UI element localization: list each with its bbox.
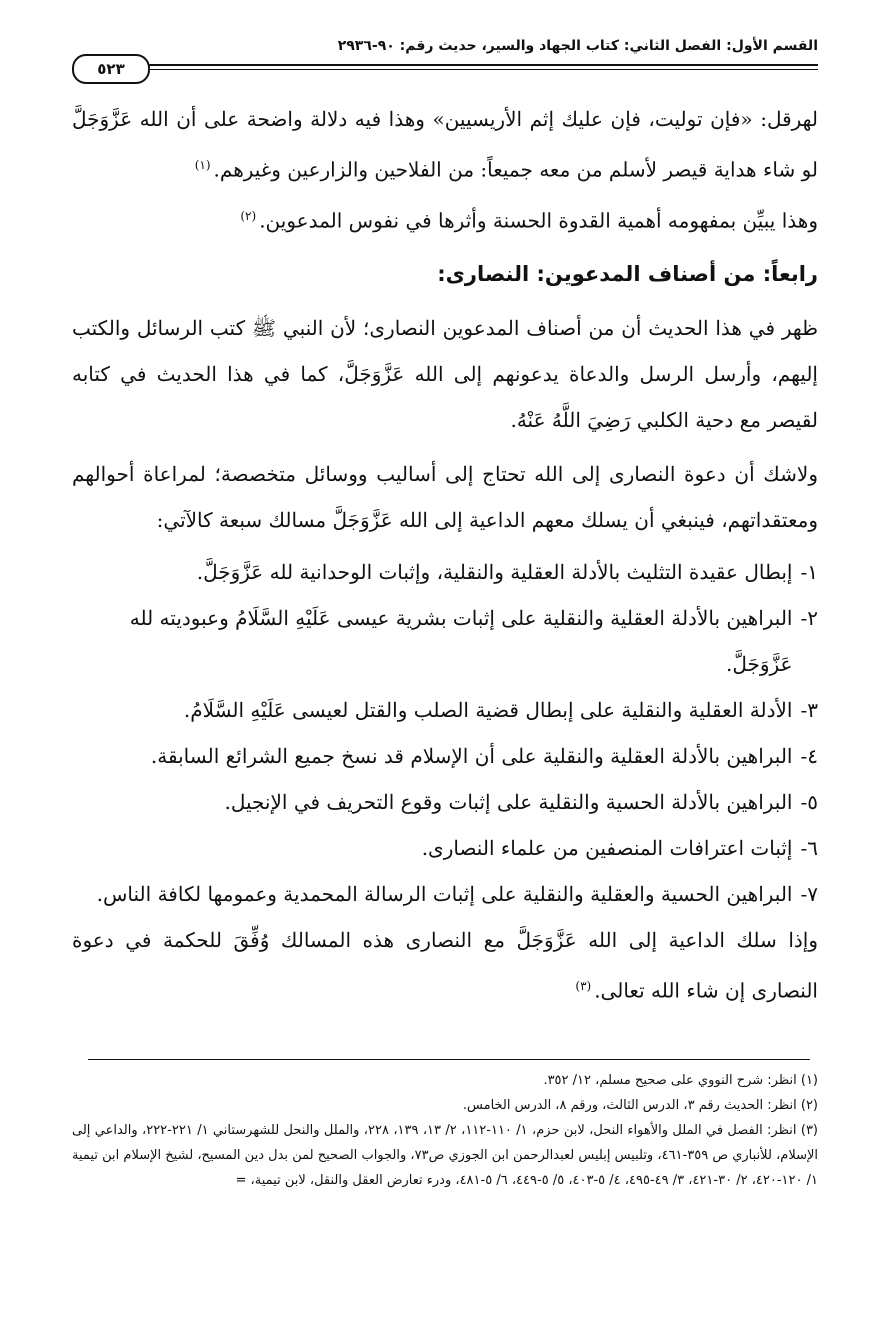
list-item bbox=[72, 549, 818, 595]
list-item bbox=[72, 825, 818, 871]
list-item bbox=[72, 779, 818, 825]
list-item-text: البراهين بالأدلة العقلية والنقلية على أن الإسلام قد نسخ جميع الشرائع السابقة. bbox=[150, 744, 793, 769]
footnotes bbox=[72, 1068, 818, 1193]
list-item-text: إثبات اعترافات المنصفين من علماء النصارى. bbox=[421, 836, 793, 861]
footnote-ref-1: (١) bbox=[194, 158, 211, 172]
page-number: ٥٢٣ bbox=[72, 54, 150, 84]
list-item-number: ٥- bbox=[800, 790, 818, 815]
list-item-number: ٧- bbox=[800, 882, 818, 907]
list-item-text: البراهين الحسية والعقلية والنقلية على إثبات الرسالة المحمدية وعمومها لكافة الناس. bbox=[96, 882, 793, 907]
list-item-text: البراهين بالأدلة العقلية والنقلية على إثبات بشرية عيسى عَلَيْهِ السَّلَامُ وعبوديته لله عَزَّوَجَلَّ. bbox=[129, 606, 793, 677]
list-item bbox=[72, 687, 818, 733]
list-item bbox=[72, 871, 818, 917]
header-rule bbox=[146, 64, 818, 70]
paragraph-5-text: وإذا سلك الداعية إلى الله عَزَّوَجَلَّ مع النصارى هذه المسالك وُفِّقَ للحكمة في دعوة النصارى إن شاء الله تعالى. bbox=[72, 928, 818, 1003]
footnote-3: (٣) انظر: الفصل في الملل والأهواء النحل، لابن حزم، ١/ ١١٠-١١٢، ٢/ ١٣، ١٣٩، ٢٢٨، والملل والنحل للشهرستاني ١/ ٢٢١-٢٢٢، والداعي إلى الإسلام، للأنباري ص ٣٥٩-٤٦١، وتلبيس إبليس لعبدالرحمن ابن الجوزي ص٧٣، والجواب الصحيح لمن بدل دين المسيح، لشيخ الإسلام ابن تيمية ١/ ١٢٠-٤٢٠، ٢/ ٣٠-٤٢١، ٣/ ٤٩-٤٩٥، ٤/ ٥-٤٠٣، ٥/ ٥-٤٤٩، ٦/ ٥-٤٨١، ودرء تعارض العقل والنقل، لابن تيمية، = bbox=[72, 1123, 818, 1188]
footnote-ref-2: (٢) bbox=[240, 208, 257, 223]
paragraph-1-text: لهرقل: «فإن توليت، فإن عليك إثم الأريسيين» وهذا فيه دلالة واضحة على أن الله عَزَّوَجَلَّ لو شاء هداية قيصر لأسلم من معه جميعاً: من الفلاحين والزارعين وغيرهم. bbox=[72, 107, 818, 182]
list-item-text: البراهين بالأدلة الحسية والنقلية على إثبات وقوع التحريف في الإنجيل. bbox=[224, 790, 793, 815]
paragraph-4: ولاشك أن دعوة النصارى إلى الله تحتاج إلى أساليب ووسائل متخصصة؛ لمراعاة أحوالهم ومعتقداتهم، فينبغي أن يسلك معهم الداعية إلى الله عَزَّوَجَلَّ مسالك سبعة كالآتي: bbox=[72, 462, 818, 533]
main-text bbox=[72, 96, 818, 1014]
footnote-rule bbox=[88, 1059, 810, 1060]
list-item-number: ٣- bbox=[800, 698, 818, 723]
paragraph-3: ظهر في هذا الحديث أن من أصناف المدعوين النصارى؛ لأن النبي ﷺ كتب الرسائل والكتب إليهم، وأرسل الرسل والدعاة يدعونهم إلى الله عَزَّوَجَلَّ، كما في هذا الحديث في كتابه لقيصر مع دحية الكلبي رَضِيَ اللَّهُ عَنْهُ. bbox=[72, 316, 818, 433]
methods-list bbox=[72, 549, 818, 917]
list-item-number: ٦- bbox=[800, 836, 818, 861]
list-item-text: الأدلة العقلية والنقلية على إبطال قضية الصلب والقتل لعيسى عَلَيْهِ السَّلَامُ. bbox=[183, 698, 793, 723]
paragraph-2 bbox=[72, 193, 818, 244]
footnote-ref-3: (٣) bbox=[575, 979, 592, 994]
list-item-text: إبطال عقيدة التثليث بالأدلة العقلية والنقلية، وإثبات الوحدانية لله عَزَّوَجَلَّ. bbox=[196, 560, 793, 585]
list-item-number: ١- bbox=[800, 560, 818, 585]
running-header: القسم الأول: الفصل الثاني: كتاب الجهاد والسير، حديث رقم: ٩٠-٢٩٣٦ bbox=[337, 38, 818, 54]
paragraph-1 bbox=[72, 96, 818, 193]
paragraph-5 bbox=[72, 917, 818, 1014]
list-item-number: ٢- bbox=[800, 606, 818, 631]
list-item-number: ٤- bbox=[800, 744, 818, 769]
section-heading: رابعاً: من أصناف المدعوين: النصارى: bbox=[437, 262, 818, 287]
footnote-1: (١) انظر: شرح النووي على صحيح مسلم، ١٢/ ٣٥٢. bbox=[543, 1073, 818, 1088]
list-item bbox=[72, 595, 818, 687]
paragraph-2-text: وهذا يبيِّن بمفهومه أهمية القدوة الحسنة وأثرها في نفوس المدعوين. bbox=[259, 208, 818, 233]
footnote-2: (٢) انظر: الحديث رقم ٣، الدرس الثالث، ورقم ٨، الدرس الخامس. bbox=[462, 1098, 818, 1113]
list-item bbox=[72, 733, 818, 779]
